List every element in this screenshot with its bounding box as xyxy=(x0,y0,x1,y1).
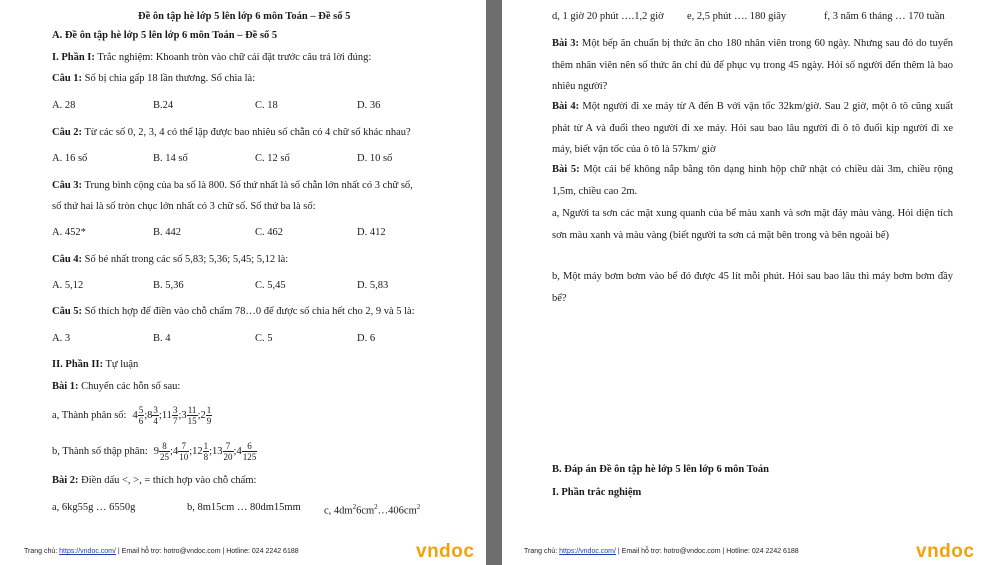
mixed-whole: 11 xyxy=(161,409,172,421)
answer-part1-heading: I. Phần trắc nghiệm xyxy=(552,487,642,498)
separator: ; xyxy=(144,409,148,421)
q3-option-c: C. 462 xyxy=(255,227,284,238)
mixed-whole: 8 xyxy=(147,409,153,421)
numerator: 5 xyxy=(138,404,144,415)
numerator: 7 xyxy=(178,441,189,452)
mixed-numbers-a xyxy=(132,405,212,426)
numerator: 8 xyxy=(159,441,170,452)
denominator: 15 xyxy=(187,415,197,426)
mixed-number xyxy=(233,440,257,462)
bai2-item-b: b, 8m15cm … 80dm15mm xyxy=(187,502,301,513)
denominator: 25 xyxy=(160,451,170,462)
q5-option-a: A. 3 xyxy=(52,333,71,344)
q4-option-b: B. 5,36 xyxy=(153,280,184,291)
fraction xyxy=(159,441,170,462)
vndoc-logo: vndoc xyxy=(916,541,975,562)
mixed-number xyxy=(181,405,200,426)
numerator: 7 xyxy=(223,441,234,452)
bai1-heading: Bài 1: Chuyển các hỗn số sau: xyxy=(52,381,181,392)
bai2-item-a: a, 6kg55g … 6550g xyxy=(52,502,136,513)
q1-option-c: C. 18 xyxy=(255,100,278,111)
q5-option-c: C. 5 xyxy=(255,333,273,344)
denominator: 4 xyxy=(153,415,158,426)
mixed-number xyxy=(212,441,236,462)
q5-option-d: D. 6 xyxy=(357,333,376,344)
denominator: 10 xyxy=(179,451,189,462)
fraction xyxy=(178,441,189,462)
mixed-whole: 4 xyxy=(132,409,138,421)
separator: ; xyxy=(158,409,162,421)
denominator: 125 xyxy=(242,451,257,462)
part2-heading: II. Phần II: Tự luận xyxy=(52,359,139,370)
separator: ; xyxy=(209,445,213,457)
q3-option-a: A. 452* xyxy=(52,227,86,238)
q5-text: Câu 5: Số thích hợp để điền vào chỗ chấm 78…0 để được số chia hết cho 2, 9 và 5 là: xyxy=(52,306,415,317)
part1-heading: I. Phần I: Trắc nghiệm: Khoanh tròn vào chữ cái đặt trước câu trả lời đúng: xyxy=(52,52,372,63)
bai4-paragraph: Bài 4: Một người đi xe máy từ A đến B với vận tốc 32km/giờ. Sau 2 giờ, một ô tô cũng xuất phát từ A và đuổi theo người đi xe máy. Hỏi sau bao lâu người đi ô tô đuổi kịp người đi xe máy, biết vận tốc của ô tô là 57km/ giờ xyxy=(552,101,953,155)
bai1a-row: a, Thành phân số: 4 $\frac{5}{6}$ ; 8 $\frac{3}{4}$ ; 11 $\frac{3}{7}$ ; 3 $\frac{11}{15}$ ; 2 $\frac{1}{9}$ xyxy=(52,404,212,426)
denominator: 6 xyxy=(138,415,144,426)
fraction xyxy=(187,405,198,426)
mixed-numbers-b xyxy=(154,441,257,462)
bai5-part-b: b, Một máy bơm bơm vào bể đó được 45 lít mỗi phút. Hỏi sau bao lâu thì máy bơm bơm đầy bể? xyxy=(552,271,953,304)
mixed-number xyxy=(162,405,182,426)
numerator: 11 xyxy=(187,404,197,415)
home-link[interactable]: https://vndoc.com/ xyxy=(59,548,116,555)
q5-option-b: B. 4 xyxy=(153,333,171,344)
numerator: 1 xyxy=(206,404,212,415)
bai2-item-f: f, 3 năm 6 tháng … 170 tuần xyxy=(824,11,945,22)
bai3-paragraph: Bài 3: Một bếp ăn chuẩn bị thức ăn cho 180 nhân viên trong 60 ngày. Nhưng sau đó do tuyển thêm nhân viên nên số thức ăn chỉ đủ để phục vụ trong 45 ngày. Hỏi số người đến thêm là bao nhiêu người? xyxy=(552,38,953,92)
mixed-number xyxy=(173,441,192,462)
numerator: 6 xyxy=(242,441,258,452)
bai2-item-e: e, 2,5 phút …. 180 giây xyxy=(687,11,787,22)
q3-option-b: B. 442 xyxy=(153,227,182,238)
numerator: 1 xyxy=(203,440,209,451)
numerator: 3 xyxy=(153,404,158,415)
denominator: 8 xyxy=(203,451,209,462)
denominator: 7 xyxy=(172,415,178,426)
q4-option-c: C. 5,45 xyxy=(255,280,286,291)
separator: ; xyxy=(170,445,173,457)
q3-text-line1: Câu 3: Trung bình cộng của ba số là 800. Số thứ nhất là số chẵn lớn nhất có 3 chữ số, xyxy=(52,180,413,191)
mixed-number xyxy=(201,405,213,426)
mixed-whole: 4 xyxy=(236,445,242,457)
bai1b-row: b, Thành số thập phân: 9 $\frac{8}{25}$ ; 4 $\frac{7}{10}$ ; 12 $\frac{1}{8}$ ; 13 $\frac{7}{20}$ ; 4 $\frac{6}{125}$ xyxy=(52,440,257,462)
q1-option-a: A. 28 xyxy=(52,100,76,111)
mixed-whole: 4 xyxy=(172,445,179,457)
mixed-whole: 9 xyxy=(153,445,160,457)
mixed-whole: 13 xyxy=(212,445,223,457)
q4-text: Câu 4: Số bé nhất trong các số 5,83; 5,36; 5,45; 5,12 là: xyxy=(52,254,289,265)
document-title: Đề ôn tập hè lớp 5 lên lớp 6 môn Toán – Đề số 5 xyxy=(138,11,351,22)
separator: ; xyxy=(233,445,237,457)
q2-text: Câu 2: Từ các số 0, 2, 3, 4 có thể lập được bao nhiêu số chẵn có 4 chữ số khác nhau? xyxy=(52,127,411,138)
page-2 xyxy=(502,0,990,565)
bai2-item-d: d, 1 giờ 20 phút ….1,2 giờ xyxy=(552,11,664,22)
q4-option-a: A. 5,12 xyxy=(52,280,84,291)
q2-option-a: A. 16 số xyxy=(52,153,88,164)
page-1 xyxy=(0,0,486,565)
denominator: 9 xyxy=(206,415,212,426)
q3-text-line2: số thứ hai là số tròn chục lớn nhất có 3 chữ số. Số thứ ba là số: xyxy=(52,201,316,212)
mixed-whole: 3 xyxy=(181,409,187,421)
numerator: 3 xyxy=(172,404,178,415)
q2-option-b: B. 14 số xyxy=(153,153,188,164)
mixed-number xyxy=(132,405,147,426)
mixed-number xyxy=(192,441,212,462)
footer-page-2: Trang chủ: https://vndoc.com/ | Email hỗ trợ: hotro@vndoc.com | Hotline: 024 2242 6188 xyxy=(524,548,799,555)
q1-text: Câu 1: Số bị chia gấp 18 lần thương. Số chia là: xyxy=(52,73,256,84)
fraction xyxy=(223,441,234,462)
bai2-item-c: c, $4dm^26cm^2\dots 406cm^2$ xyxy=(324,503,421,517)
bai5-part-a: a, Người ta sơn các mặt xung quanh của bể màu xanh và sơn mặt đáy màu vàng. Hỏi diện tích sơn màu xanh và màu vàng (biết người ta sơn cả mặt bên trong và bên ngoài bể) xyxy=(552,208,953,241)
answer-section-title: B. Đáp án Đề ôn tập hè lớp 5 lên lớp 6 môn Toán xyxy=(552,464,770,475)
q1-option-b: B.24 xyxy=(153,100,174,111)
mixed-whole: 2 xyxy=(200,409,206,421)
mixed-whole: 12 xyxy=(192,445,203,457)
home-link[interactable]: https://vndoc.com/ xyxy=(559,548,616,555)
denominator: 20 xyxy=(223,451,233,462)
bai5-paragraph: Bài 5: Một cái bể không nắp bằng tôn dạng hình hộp chữ nhật có chiều dài 3m, chiều rộng 1,5m, chiều cao 2m. xyxy=(552,164,954,197)
separator: ; xyxy=(197,409,201,421)
q4-option-d: D. 5,83 xyxy=(357,280,389,291)
q3-option-d: D. 412 xyxy=(357,227,386,238)
fraction xyxy=(242,441,258,462)
separator: ; xyxy=(178,409,182,421)
footer-page-1: Trang chủ: https://vndoc.com/ | Email hỗ trợ: hotro@vndoc.com | Hotline: 024 2242 6188 xyxy=(24,548,299,555)
q2-option-c: C. 12 số xyxy=(255,153,290,164)
mixed-number xyxy=(154,441,173,462)
fraction xyxy=(206,405,213,426)
q2-option-d: D. 10 số xyxy=(357,153,393,164)
mixed-number xyxy=(147,405,162,426)
q1-option-d: D. 36 xyxy=(357,100,381,111)
bai2-heading: Bài 2: Điền dấu <, >, = thích hợp vào chỗ chấm: xyxy=(52,475,257,486)
separator: ; xyxy=(189,445,193,457)
vndoc-logo: vndoc xyxy=(416,541,475,562)
section-a-heading: A. Đề ôn tập hè lớp 5 lên lớp 6 môn Toán – Đề số 5 xyxy=(52,30,278,41)
